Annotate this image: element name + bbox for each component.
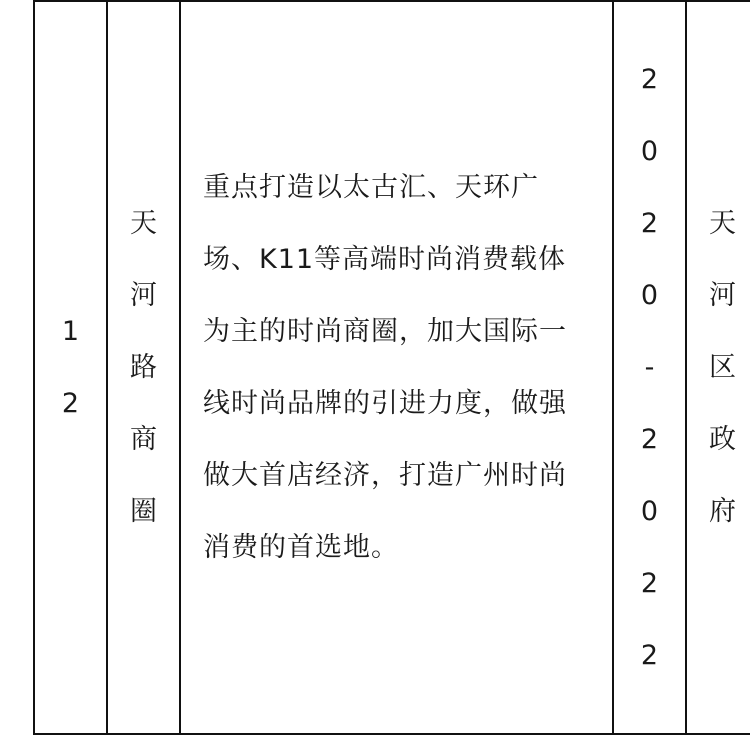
table-row	[34, 1, 750, 734]
area-name-char: 天	[130, 207, 157, 239]
area-name-char: 河	[130, 279, 157, 311]
policy-table	[33, 0, 750, 735]
period-char: 2	[640, 567, 659, 599]
row-number	[35, 296, 106, 440]
row-number-cell	[34, 1, 107, 734]
responsible-cell	[686, 1, 750, 734]
description-text: 重点打造以太古汇、天环广场、K11等高端时尚消费载体为主的时尚商圈，加大国际一线时尚品牌的引进力度，做强做大首店经济，打造广州时尚消费的首选地。	[203, 171, 567, 563]
period-char: 2	[640, 63, 659, 95]
period-cell	[613, 1, 686, 734]
row-number-char: 2	[61, 387, 80, 419]
period-char: 0	[640, 135, 659, 167]
responsible-char: 政	[709, 423, 736, 455]
area-name-cell	[107, 1, 180, 734]
period-char: 2	[640, 423, 659, 455]
period-char: 0	[640, 495, 659, 527]
responsible	[687, 188, 750, 548]
row-number-char: 1	[61, 315, 80, 347]
period-char: 2	[640, 207, 659, 239]
area-name-char: 路	[130, 351, 157, 383]
responsible-char: 区	[709, 351, 736, 383]
period-char: 2	[640, 639, 659, 671]
responsible-char: 府	[709, 495, 736, 527]
area-name-char: 圈	[130, 495, 157, 527]
responsible-char: 天	[709, 207, 736, 239]
description-cell	[180, 1, 613, 734]
area-name-char: 商	[130, 423, 157, 455]
area-name	[108, 188, 179, 548]
period-char: 0	[640, 279, 659, 311]
period-char: -	[644, 351, 655, 383]
responsible-char: 河	[709, 279, 736, 311]
period	[614, 44, 685, 692]
